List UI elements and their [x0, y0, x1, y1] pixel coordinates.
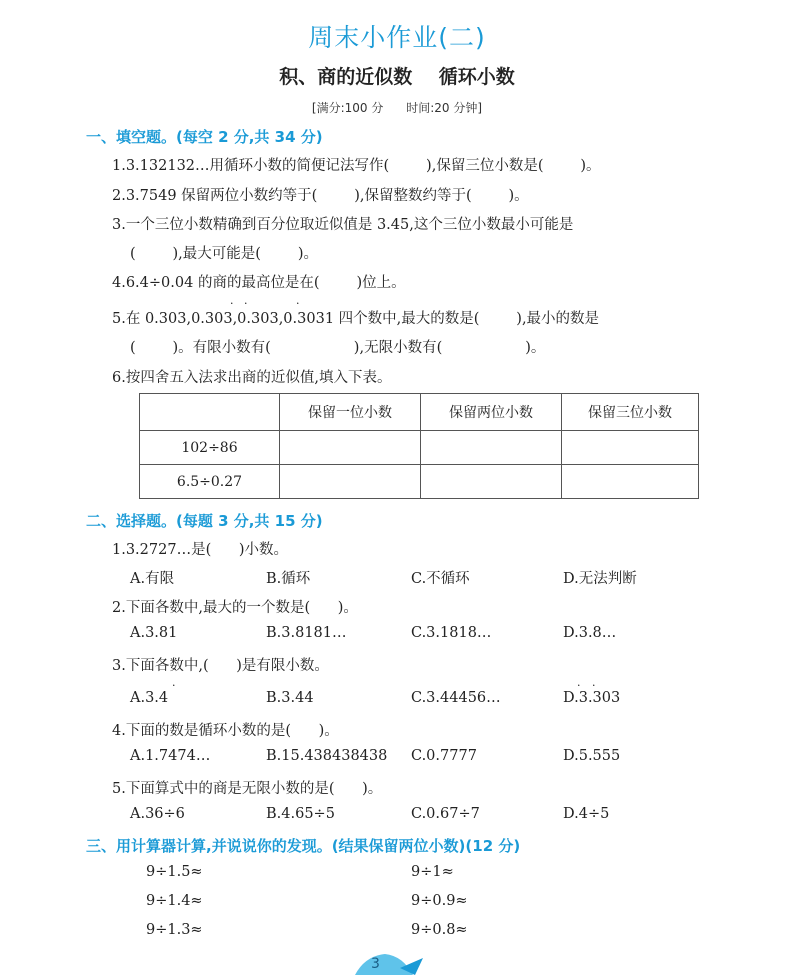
section-1-heading: 一、填空题。(每空 2 分,共 34 分) [86, 128, 323, 146]
page-number: 3 [371, 956, 380, 972]
table-row [140, 465, 699, 499]
choice-option: A.3.4 [130, 690, 169, 706]
calc-item: 9÷1≈ [411, 864, 454, 880]
calc-item: 9÷1.4≈ [146, 893, 203, 909]
answer-cell[interactable] [562, 431, 699, 465]
fill-question-6: 6.按四舍五入法求出商的近似值,填入下表。 [112, 370, 392, 386]
choice-option: B.4.65÷5 [266, 806, 335, 822]
page-title: 周末小作业(二) [308, 23, 486, 52]
section-3-heading: 三、用计算器计算,并说说你的发现。(结果保留两位小数)(12 分) [86, 837, 521, 855]
calc-item: 9÷0.8≈ [411, 922, 468, 938]
score-time-info: [满分:100 分 时间:20 分钟] [311, 101, 483, 115]
table-header-cell: 保留三位小数 [562, 394, 699, 431]
fill-question-5-line-1: 5.在 0.303,0.303,0.303,0.3031 四个数中,最大的数是( ),最小的数是 [112, 311, 600, 327]
section-2-heading: 二、选择题。(每题 3 分,共 15 分) [86, 512, 323, 530]
fill-question-1: 1.3.132132…用循环小数的简便记法写作( ),保留三位小数是( )。 [112, 158, 601, 174]
recurring-dot: · [230, 297, 234, 310]
choice-option: A.36÷6 [130, 806, 185, 822]
choice-question-2: 2.下面各数中,最大的一个数是( )。 [112, 600, 358, 616]
page-number-badge [345, 950, 435, 975]
table-header-cell [140, 394, 280, 431]
table-header-cell: 保留两位小数 [421, 394, 562, 431]
choice-question-5: 5.下面算式中的商是无限小数的是( )。 [112, 781, 383, 797]
fill-question-5-line-2: ( )。有限小数有( ),无限小数有( )。 [130, 340, 546, 356]
choice-option: C.3.1818… [411, 625, 492, 641]
choice-option: A.1.7474… [130, 748, 211, 764]
answer-cell[interactable] [421, 465, 562, 499]
choice-option: D.无法判断 [563, 571, 637, 587]
answer-cell[interactable] [562, 465, 699, 499]
choice-option: D.3.303 [563, 690, 621, 706]
choice-option: B.循环 [266, 571, 311, 587]
choice-option: A.有限 [130, 571, 175, 587]
recurring-dot: · [592, 679, 596, 692]
table-header-row [140, 394, 699, 431]
fill-question-4: 4.6.4÷0.04 的商的最高位是在( )位上。 [112, 275, 406, 291]
choice-option: D.4÷5 [563, 806, 610, 822]
fill-question-2: 2.3.7549 保留两位小数约等于( ),保留整数约等于( )。 [112, 188, 529, 204]
page-subtitle: 积、商的近似数 循环小数 [279, 66, 515, 88]
calc-item: 9÷1.5≈ [146, 864, 203, 880]
table-header-cell: 保留一位小数 [280, 394, 421, 431]
fill-question-3-line-2: ( ),最大可能是( )。 [130, 246, 318, 262]
choice-question-4: 4.下面的数是循环小数的是( )。 [112, 723, 339, 739]
choice-option: B.3.8181… [266, 625, 347, 641]
approximation-table [139, 393, 699, 499]
answer-cell[interactable] [280, 465, 421, 499]
choice-option: B.15.438438438 [266, 748, 388, 764]
choice-option: D.5.555 [563, 748, 621, 764]
choice-question-3: 3.下面各数中,( )是有限小数。 [112, 658, 329, 674]
choice-option: C.0.67÷7 [411, 806, 480, 822]
choice-option: C.不循环 [411, 571, 470, 587]
choice-question-1: 1.3.2727…是( )小数。 [112, 542, 289, 558]
choice-option: B.3.44 [266, 690, 314, 706]
recurring-dot: · [577, 679, 581, 692]
choice-option: A.3.81 [130, 625, 178, 641]
choice-option: C.3.44456… [411, 690, 501, 706]
recurring-dot: · [296, 297, 300, 310]
page-badge-shape [355, 954, 413, 975]
answer-cell[interactable] [421, 431, 562, 465]
calc-item: 9÷0.9≈ [411, 893, 468, 909]
table-cell: 102÷86 [140, 431, 280, 465]
table-row [140, 431, 699, 465]
table-cell: 6.5÷0.27 [140, 465, 280, 499]
recurring-dot: · [244, 297, 248, 310]
choice-option: D.3.8… [563, 625, 617, 641]
recurring-dot: · [172, 679, 176, 692]
choice-option: C.0.7777 [411, 748, 477, 764]
answer-cell[interactable] [280, 431, 421, 465]
fill-question-3-line-1: 3.一个三位小数精确到百分位取近似值是 3.45,这个三位小数最小可能是 [112, 217, 574, 233]
calc-item: 9÷1.3≈ [146, 922, 203, 938]
